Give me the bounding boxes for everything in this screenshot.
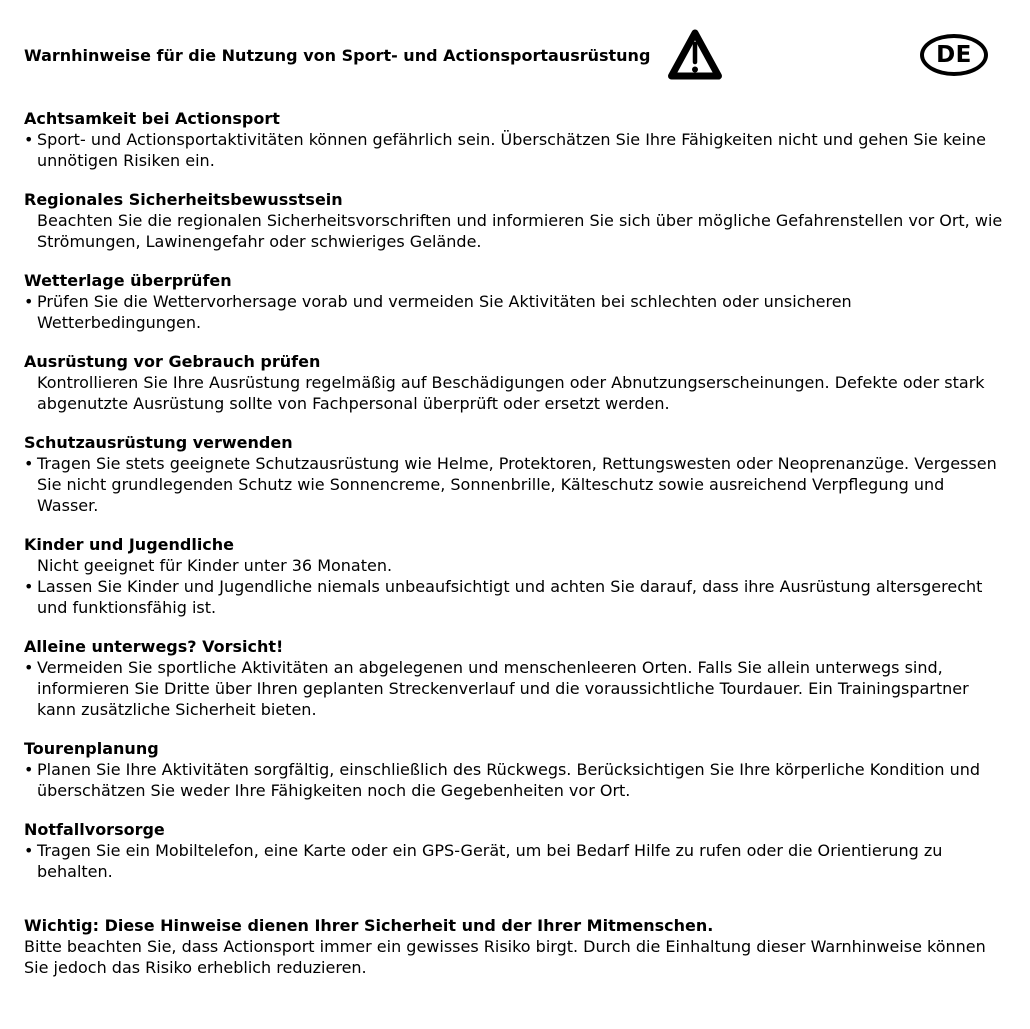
page-title: Warnhinweise für die Nutzung von Sport- und Actionsportausrüstung [24,45,651,65]
bullet-item: • Prüfen Sie die Wettervorhersage vorab und vermeiden Sie Aktivitäten bei schlechten oder unsicheren Wetterbedingungen. [24,291,1006,333]
warning-section [24,534,1006,618]
section-heading: Regionales Sicherheitsbewusstsein [24,190,343,209]
bullet-item: • Tragen Sie ein Mobiltelefon, eine Karte oder ein GPS-Gerät, um bei Bedarf Hilfe zu rufen oder die Orientierung zu behalten. [24,840,1006,882]
text-item: Beachten Sie die regionalen Sicherheitsvorschriften und informieren Sie sich über mögliche Gefahrenstellen vor Ort, wie Strömungen, Lawinengefahr oder schwieriges Gelände. [37,211,1003,251]
section-heading: Schutzausrüstung verwenden [24,433,293,452]
footer-text: Bitte beachten Sie, dass Actionsport immer ein gewisses Risiko birgt. Durch die Einhaltung dieser Warnhinweise können Sie jedoch das Risiko erheblich reduzieren. [24,937,986,977]
section-heading: Notfallvorsorge [24,820,165,839]
bullet-item: • Planen Sie Ihre Aktivitäten sorgfältig, einschließlich des Rückwegs. Berücksichtigen Sie Ihre körperliche Kondition und überschätzen Sie weder Ihre Fähigkeiten noch die Gegebenheiten vor Ort. [24,759,1006,801]
section-items [24,453,1006,516]
warning-section [24,738,1006,801]
section-heading: Kinder und Jugendliche [24,535,235,554]
warning-section [24,432,1006,516]
footer-important-line: Wichtig: Diese Hinweise dienen Ihrer Sicherheit und der Ihrer Mitmenschen. [24,916,714,935]
section-items [24,372,1006,414]
bullet-item: • Lassen Sie Kinder und Jugendliche niemals unbeaufsichtigt und achten Sie darauf, dass ihre Ausrüstung altersgerecht und funktionsfähig ist. [24,576,1006,618]
section-heading: Wetterlage überprüfen [24,271,232,290]
header [24,0,1006,84]
warning-section [24,351,1006,414]
section-items [24,759,1006,801]
language-badge [920,34,988,76]
warning-section [24,189,1006,252]
section-heading: Tourenplanung [24,739,159,758]
section-items [24,657,1006,720]
bullet-item: • Sport- und Actionsportaktivitäten können gefährlich sein. Überschätzen Sie Ihre Fähigkeiten nicht und gehen Sie keine unnötigen Risiken ein. [24,129,1006,171]
warning-section [24,819,1006,882]
text-item: Kontrollieren Sie Ihre Ausrüstung regelmäßig auf Beschädigungen oder Abnutzungserscheinungen. Defekte oder stark abgenutzte Ausrüstung sollte von Fachpersonal überprüft oder ersetzt werden. [37,373,985,413]
warning-section [24,270,1006,333]
section-items [24,555,1006,618]
sections [24,108,1006,882]
section-items [24,840,1006,882]
bullet-item: • Vermeiden Sie sportliche Aktivitäten an abgelegenen und menschenleeren Orten. Falls Sie allein unterwegs sind, informieren Sie Dritte über Ihren geplanten Streckenverlauf und die voraussichtliche Tourdauer. Ein Trainingspartner kann zusätzliche Sicherheit bieten. [24,657,1006,720]
warning-section [24,636,1006,720]
bullet-item: • Tragen Sie stets geeignete Schutzausrüstung wie Helme, Protektoren, Rettungswesten oder Neoprenanzüge. Vergessen Sie nicht grundlegenden Schutz wie Sonnencreme, Sonnenbrille, Kälteschutz sowie ausreichend Verpflegung und Wasser. [24,453,1006,516]
section-items [24,129,1006,171]
warning-section [24,108,1006,171]
footer [24,915,1006,978]
section-heading: Ausrüstung vor Gebrauch prüfen [24,352,321,371]
section-items [24,291,1006,333]
text-item: Nicht geeignet für Kinder unter 36 Monaten. [37,556,393,575]
section-items [24,210,1006,252]
section-heading: Achtsamkeit bei Actionsport [24,109,280,128]
section-heading: Alleine unterwegs? Vorsicht! [24,637,284,656]
language-badge-label: DE [936,41,972,68]
warning-triangle-icon [666,27,724,84]
